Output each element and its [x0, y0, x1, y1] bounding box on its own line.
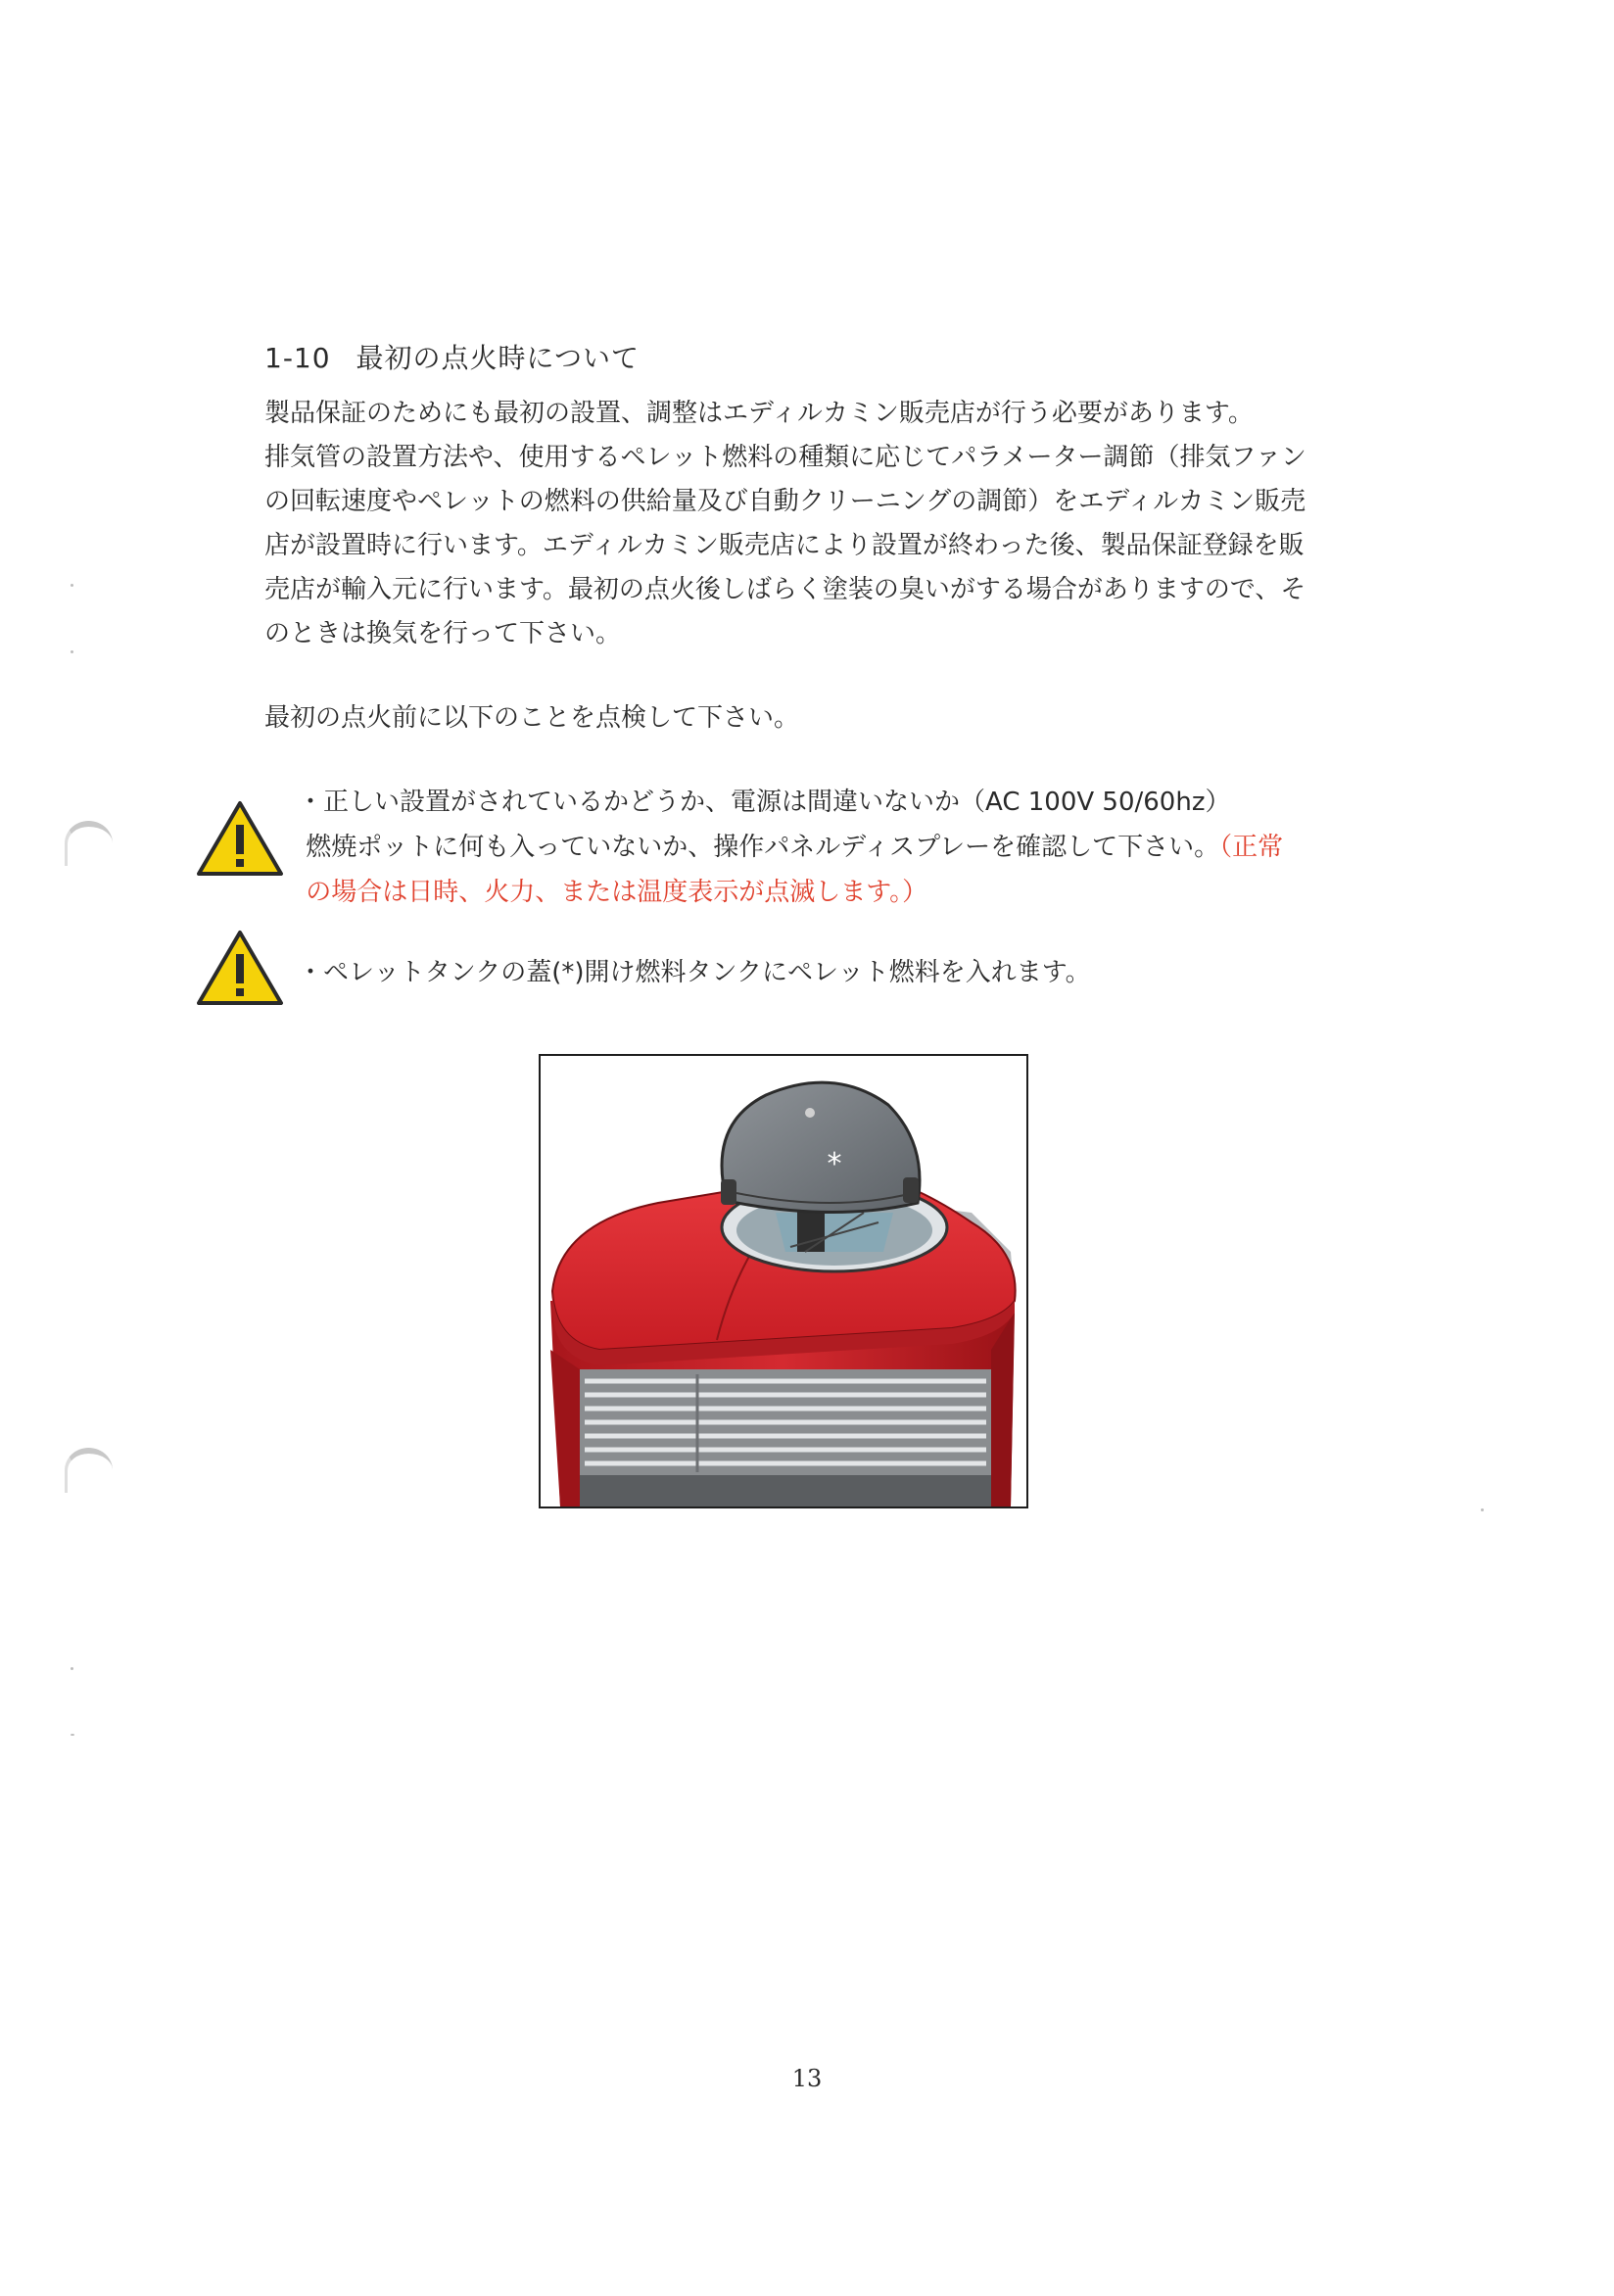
page-number: 13 [791, 2065, 823, 2092]
check-intro: 最初の点火前に以下のことを点検して下さい。 [264, 703, 800, 733]
bullet-note-red: の場合は日時、火力、または温度表示が点滅します。） [306, 878, 928, 907]
bullet-item [298, 780, 1283, 915]
scan-speck [71, 650, 73, 653]
bullet-note-red: （正常 [1219, 833, 1284, 862]
punch-hole-mark [65, 821, 113, 866]
section-heading [264, 337, 640, 376]
paragraph-line: 排気管の設置方法や、使用するペレット燃料の種類に応じてパラメーター調節（排気ファン [264, 443, 1306, 472]
stove-illustration [539, 1054, 1028, 1508]
paragraph-line: 店が設置時に行います。エディルカミン販売店により設置が終わった後、製品保証登録を販 [264, 531, 1305, 560]
scan-speck [71, 584, 73, 587]
section-number: 1-10 [264, 342, 331, 374]
warning-triangle-icon [196, 929, 284, 1007]
lid-marker: * [827, 1147, 842, 1181]
bullet-line: ・正しい設置がされているかどうか、電源は間違いないか（AC 100V 50/60hz） [298, 788, 1231, 817]
paragraph-line: 製品保証のためにも最初の設置、調整はエディルカミン販売店が行う必要があります。 [264, 399, 1254, 428]
section-title: 最初の点火時について [356, 342, 640, 374]
bullet-item [298, 950, 1091, 995]
scan-speck [71, 1667, 73, 1670]
paragraph-line: の回転速度やペレットの燃料の供給量及び自動クリーニングの調節）をエディルカミン販売 [264, 487, 1306, 516]
scan-speck [1481, 1508, 1484, 1511]
paragraph-line: 売店が輸入元に行います。最初の点火後しばらく塗装の臭いがする場合がありますので、そ [264, 575, 1306, 604]
punch-hole-mark [65, 1448, 113, 1493]
bullet-line: ・ペレットタンクの蓋(*)開け燃料タンクにペレット燃料を入れます。 [298, 958, 1091, 987]
scan-speck [71, 1734, 74, 1736]
bullet-line [298, 825, 1283, 870]
paragraph-line: のときは換気を行って下さい。 [264, 619, 622, 648]
intro-paragraph [264, 392, 1361, 656]
warning-triangle-icon [196, 799, 284, 878]
bullet-text: 燃焼ポットに何も入っていないか、操作パネルディスプレーを確認して下さい。 [306, 833, 1220, 862]
